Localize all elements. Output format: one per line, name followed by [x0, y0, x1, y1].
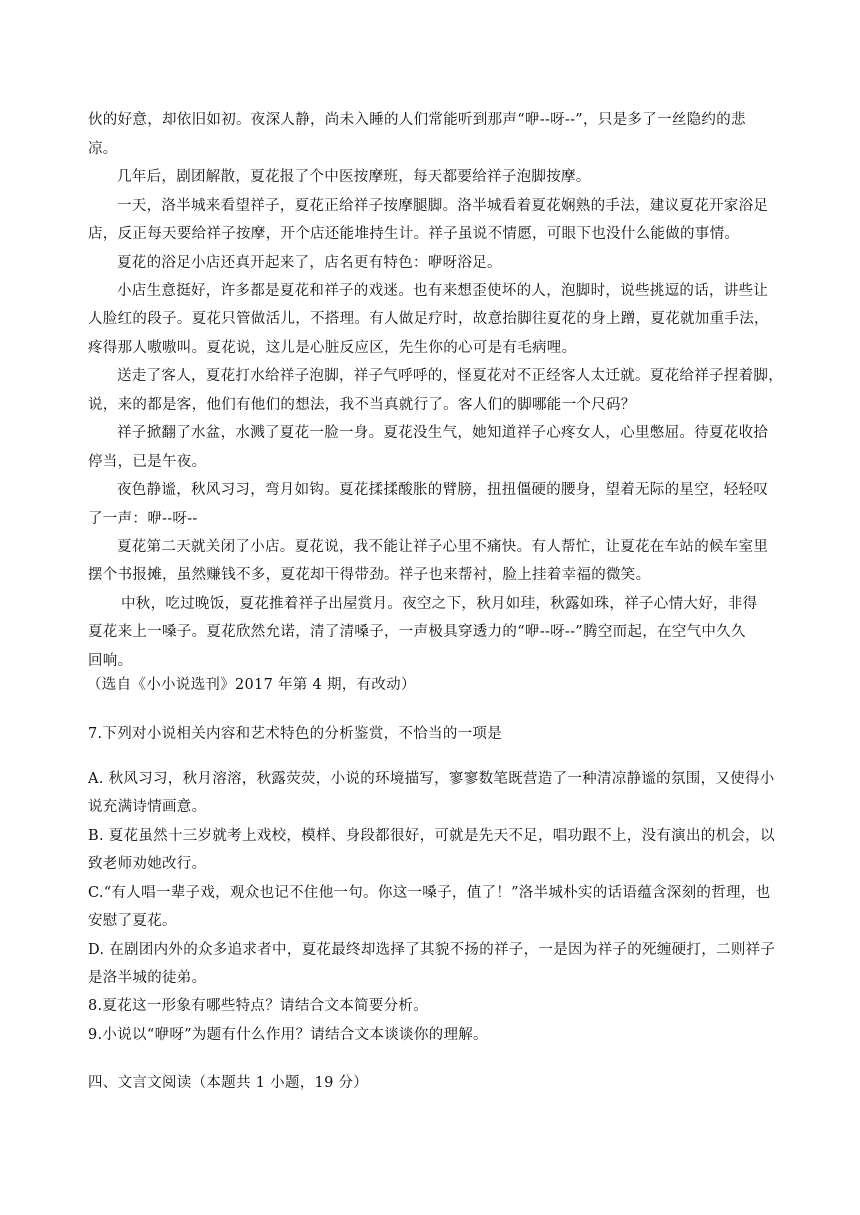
- story-line: 停当，已是午夜。: [88, 454, 207, 470]
- question-7: 7.下列对小说相关内容和艺术特色的分析鉴赏，不恰当的一项是: [88, 726, 503, 742]
- story-line: 伙的好意，却依旧如初。夜深人静，尚未入睡的人们常能听到那声“咿--呀--”，只是多了一丝隐约的悲: [88, 112, 746, 128]
- story-paragraph: 小店生意挺好，许多都是夏花和祥子的戏迷。也有来想歪使坏的人，泡脚时，说些挑逗的话，讲些让: [117, 283, 769, 299]
- option-d: D. 在剧团内外的众多追求者中，夏花最终却选择了其貌不扬的祥子，一是因为祥子的死缠硬打，二则祥子: [88, 942, 776, 958]
- story-line: 疼得那人嗷嗷叫。夏花说，这儿是心脏反应区，先生你的心可是有毛病哩。: [88, 340, 577, 356]
- story-line: 摆个书报摊，虽然赚钱不多，夏花却干得带劲。祥子也来帮衬，脸上挂着幸福的微笑。: [88, 567, 651, 583]
- story-line: 说，来的都是客，他们有他们的想法，我不当真就行了。客人们的脚哪能一个尺码？: [88, 397, 636, 413]
- story-line: 了一声：咿--呀--: [88, 511, 198, 527]
- story-line: 人脸红的段子。夏花只管做活儿，不搭理。有人做足疗时，故意抬脚往夏花的身上蹭，夏花就加重手法，: [88, 311, 769, 327]
- section-heading: 四、文言文阅读（本题共 1 小题，19 分）: [88, 1075, 369, 1091]
- story-paragraph: 祥子掀翻了水盆，水溅了夏花一脸一身。夏花没生气，她知道祥子心疼女人，心里憋屈。待夏花收拾: [117, 425, 769, 441]
- story-paragraph: 夏花的浴足小店还真开起来了，店名更有特色：咿呀浴足。: [117, 255, 502, 271]
- option-b: B. 夏花虽然十三岁就考上戏校，模样、身段都很好，可就是先天不足，唱功跟不上，没有演出的机会，以: [88, 828, 775, 844]
- story-paragraph: 送走了客人，夏花打水给祥子泡脚，祥子气呼呼的，怪夏花对不正经客人太迁就。夏花给祥子捏着脚，: [117, 368, 783, 384]
- story-paragraph: 几年后，剧团解散，夏花报了个中医按摩班，每天都要给祥子泡脚按摩。: [117, 169, 591, 185]
- story-line: 回响。: [88, 653, 133, 669]
- question-9: 9.小说以“咿呀”为题有什么作用？请结合文本谈谈你的理解。: [88, 1027, 488, 1043]
- option-a: A. 秋风习习，秋月溶溶，秋露荧荧，小说的环境描写，寥寥数笔既营造了一种清凉静谧的氛围，又使得小: [88, 771, 775, 787]
- option-c-cont: 安慰了夏花。: [88, 913, 177, 929]
- question-8: 8.夏花这一形象有哪些特点？请结合文本简要分析。: [88, 998, 429, 1014]
- story-paragraph: 夏花第二天就关闭了小店。夏花说，我不能让祥子心里不痛快。有人帮忙，让夏花在车站的候车室里: [117, 539, 769, 555]
- option-b-cont: 致老师劝她改行。: [88, 856, 207, 872]
- story-line: 夏花来上一嗓子。夏花欣然允诺，清了清嗓子，一声极具穿透力的“咿--呀--”腾空而起，在空气中久久: [88, 624, 746, 640]
- story-line: 店，反正每天要给祥子按摩，开个店还能堆持生计。祥子虽说不情愿，可眼下也没什么能做的事情。: [88, 226, 740, 242]
- story-paragraph: 一天，洛半城来看望祥子，夏花正给祥子按摩腿脚。洛半城看着夏花娴熟的手法，建议夏花开家浴足: [117, 198, 769, 214]
- source-citation: （选自《小小说选刊》2017 年第 4 期，有改动）: [87, 677, 416, 693]
- story-paragraph: 中秋，吃过晚饭，夏花推着祥子出屋赏月。夜空之下，秋月如珪，秋露如珠，祥子心情大好，非得: [121, 596, 758, 612]
- option-a-cont: 说充满诗情画意。: [88, 799, 207, 815]
- story-paragraph: 夜色静谧，秋风习习，弯月如钩。夏花揉揉酸胀的臂膀，扭扭僵硬的腰身，望着无际的星空，轻轻叹: [117, 482, 769, 498]
- story-line: 凉。: [88, 141, 118, 157]
- option-c: C.“有人唱一辈子戏，观众也记不住他一句。你这一嗓子，值了！”洛半城朴实的话语蕴含深刻的哲理，也: [88, 885, 771, 901]
- option-d-cont: 是洛半城的徒弟。: [88, 970, 207, 986]
